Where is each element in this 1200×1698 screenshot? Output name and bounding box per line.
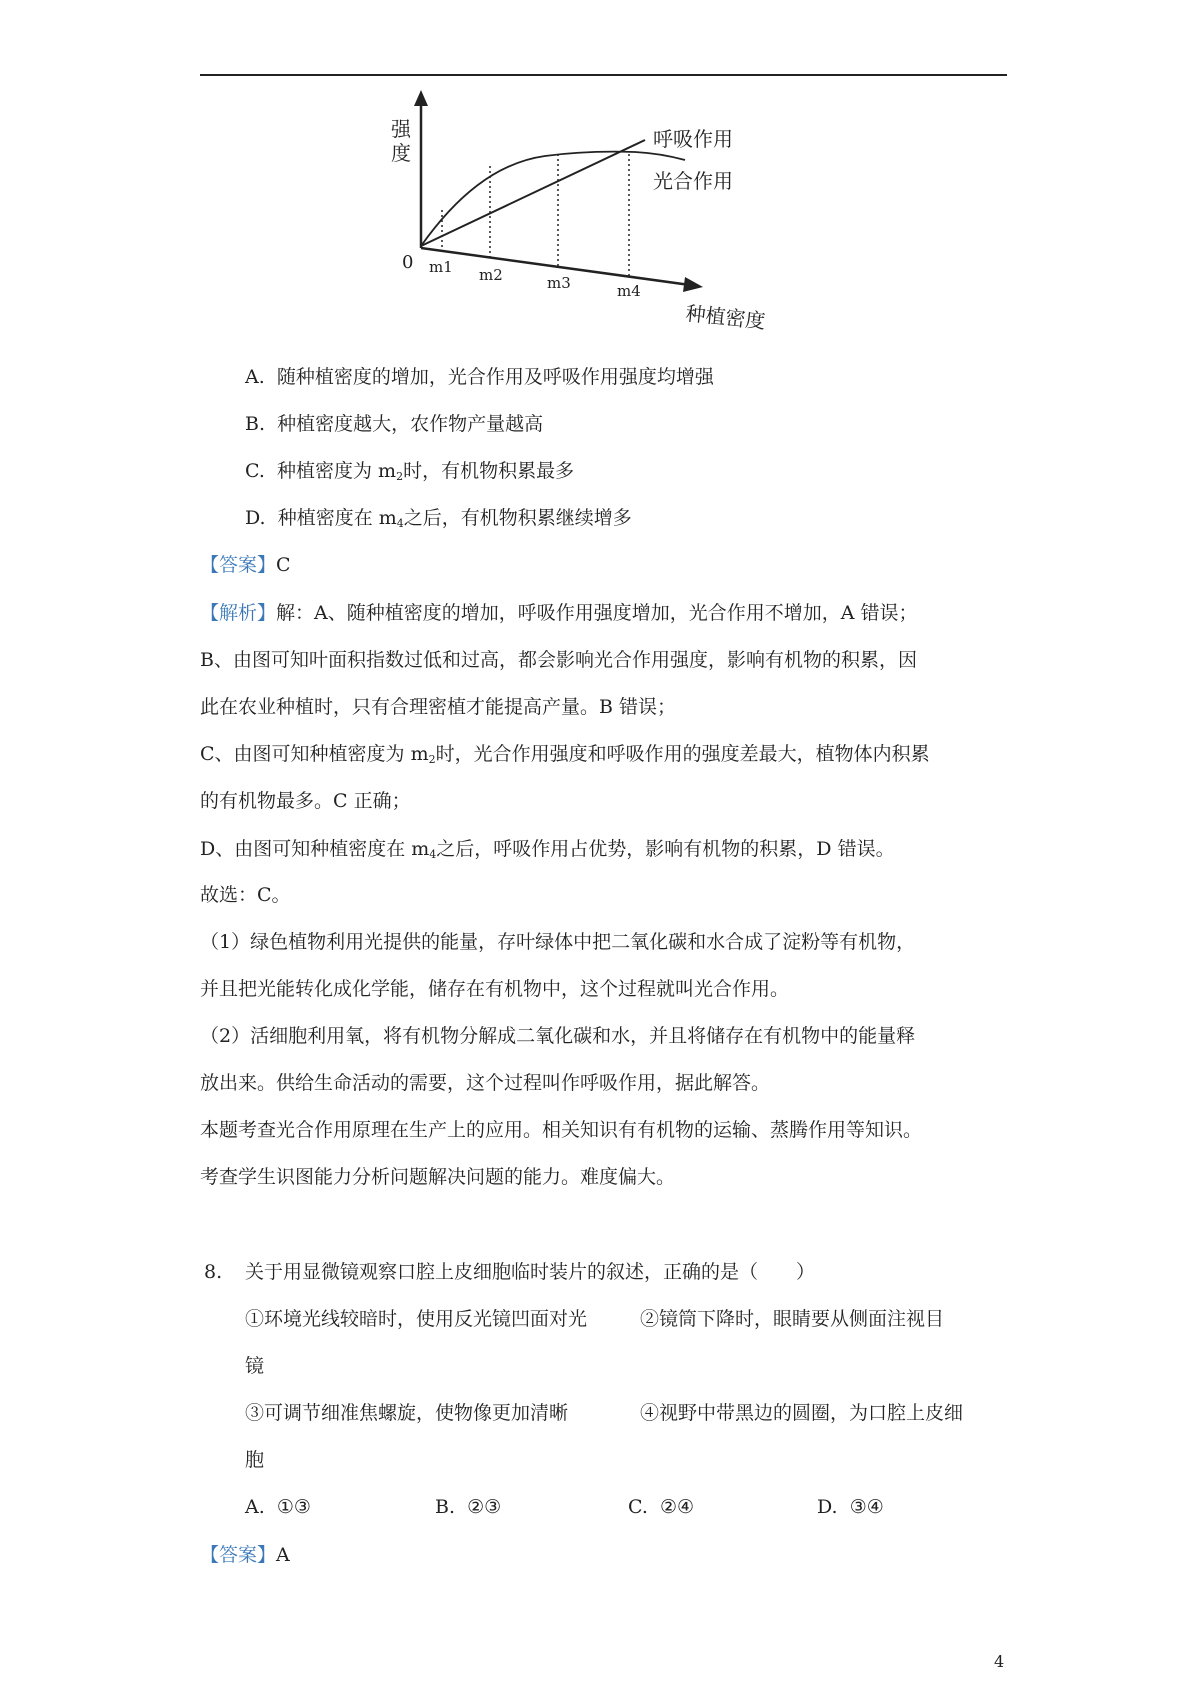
q8-number: 8. (204, 1261, 223, 1283)
x-axis-arrow (683, 277, 703, 292)
analysis-line-7: 故选：C。 (200, 884, 291, 906)
q8-answer (200, 1542, 290, 1568)
analysis-line-13: 考查学生识图能力分析问题解决问题的能力。难度偏大。 (200, 1166, 676, 1188)
respiration-line (421, 140, 645, 246)
q8-item-2: ②镜筒下降时，眼睛要从侧面注视目 (640, 1308, 945, 1330)
option-letter: A. (245, 1496, 265, 1518)
photosynthesis-label: 光合作用 (653, 169, 733, 193)
option-text: ②③ (467, 1496, 502, 1518)
analysis-text-pre: C、由图可知种植密度为 m (200, 743, 429, 765)
q8-item-4-wrap: 胞 (245, 1449, 265, 1471)
density-intensity-figure (385, 88, 825, 348)
option-text-sub: 2 (396, 470, 404, 483)
q8-item-4: ④视野中带黑边的圆圈，为口腔上皮细 (640, 1402, 964, 1424)
option-letter: D. (817, 1496, 838, 1518)
analysis-text: 解：A、随种植密度的增加，呼吸作用强度增加，光合作用不增加，A 错误； (276, 602, 918, 624)
option-text-pre: 种植密度在 m (277, 507, 397, 529)
option-text: ③④ (849, 1496, 884, 1518)
q8-option-d (817, 1494, 884, 1520)
y-label-1: 强 (391, 117, 411, 141)
x-axis-label: 种植密度 (684, 301, 767, 334)
q8-item-3: ③可调节细准焦螺旋，使物像更加清晰 (245, 1402, 569, 1424)
option-d (245, 505, 632, 537)
q8-item-2-wrap: 镜 (245, 1355, 265, 1377)
option-b (245, 411, 543, 437)
option-text-post: 之后，有机物积累继续增多 (403, 507, 632, 529)
option-text: 种植密度越大，农作物产量越高 (277, 413, 544, 435)
option-text: ①③ (276, 1496, 311, 1518)
analysis-line-6 (200, 836, 895, 868)
option-letter: C. (628, 1496, 648, 1518)
option-text: 随种植密度的增加，光合作用及呼吸作用强度均增强 (276, 366, 714, 388)
option-letter: B. (245, 413, 266, 435)
origin-label: 0 (402, 252, 414, 273)
option-letter: B. (435, 1496, 456, 1518)
q8-option-c (628, 1494, 694, 1520)
tick-label-m3: m3 (547, 274, 571, 292)
analysis-text-sub: 2 (428, 753, 436, 766)
answer-value: C (276, 554, 291, 576)
analysis-line-3: 此在农业种植时，只有合理密植才能提高产量。B 错误； (200, 696, 677, 718)
tick-label-m2: m2 (479, 266, 503, 284)
option-text-sub: 4 (396, 517, 404, 530)
analysis-line-8: （1）绿色植物利用光提供的能量，存叶绿体中把二氧化碳和水合成了淀粉等有机物， (200, 931, 916, 953)
y-axis-arrow (414, 90, 428, 106)
answer-tag: 【答案】 (200, 554, 277, 576)
q8-option-b (435, 1494, 501, 1520)
q7-answer (200, 552, 291, 578)
q8-stem: 关于用显微镜观察口腔上皮细胞临时装片的叙述，正确的是（ ） (245, 1261, 816, 1283)
tick-label-m4: m4 (617, 282, 641, 300)
answer-value: A (276, 1544, 290, 1566)
option-text-post: 时，有机物积累最多 (403, 460, 575, 482)
option-letter: A. (245, 366, 265, 388)
option-text: ②④ (660, 1496, 695, 1518)
analysis-text-pre: D、由图可知种植密度在 m (200, 838, 430, 860)
page-number: 4 (994, 1652, 1005, 1671)
respiration-label: 呼吸作用 (653, 127, 733, 151)
option-letter: C. (245, 460, 265, 482)
option-letter: D. (245, 507, 266, 529)
analysis-tag: 【解析】 (200, 602, 277, 624)
y-label-2: 度 (391, 141, 411, 165)
analysis-line-5: 的有机物最多。C 正确； (200, 790, 411, 812)
q8-option-a (245, 1494, 311, 1520)
analysis-line-4 (200, 741, 930, 773)
analysis-line-10: （2）活细胞利用氧，将有机物分解成二氧化碳和水，并且将储存在有机物中的能量释 (200, 1025, 916, 1047)
tick-label-m1: m1 (429, 258, 453, 276)
analysis-line-11: 放出来。供给生命活动的需要，这个过程叫作呼吸作用，据此解答。 (200, 1072, 771, 1094)
header-rule (200, 74, 1007, 76)
analysis-line-2: B、由图可知叶面积指数过低和过高，都会影响光合作用强度，影响有机物的积累，因 (200, 649, 917, 671)
option-text-pre: 种植密度为 m (277, 460, 397, 482)
analysis-line-12: 本题考查光合作用原理在生产上的应用。相关知识有有机物的运输、蒸腾作用等知识。 (200, 1119, 923, 1141)
q8-item-1: ①环境光线较暗时，使用反光镜凹面对光 (245, 1308, 588, 1330)
photosynthesis-curve (421, 152, 685, 246)
analysis-text-post: 时，光合作用强度和呼吸作用的强度差最大，植物体内积累 (435, 743, 930, 765)
option-c (245, 458, 574, 490)
analysis-text-post: 之后，呼吸作用占优势，影响有机物的积累，D 错误。 (436, 838, 895, 860)
analysis-line-1 (200, 600, 918, 626)
answer-tag: 【答案】 (200, 1544, 277, 1566)
analysis-line-9: 并且把光能转化成化学能，储存在有机物中，这个过程就叫光合作用。 (200, 978, 790, 1000)
option-a (245, 364, 714, 390)
analysis-text-sub: 4 (429, 848, 437, 861)
